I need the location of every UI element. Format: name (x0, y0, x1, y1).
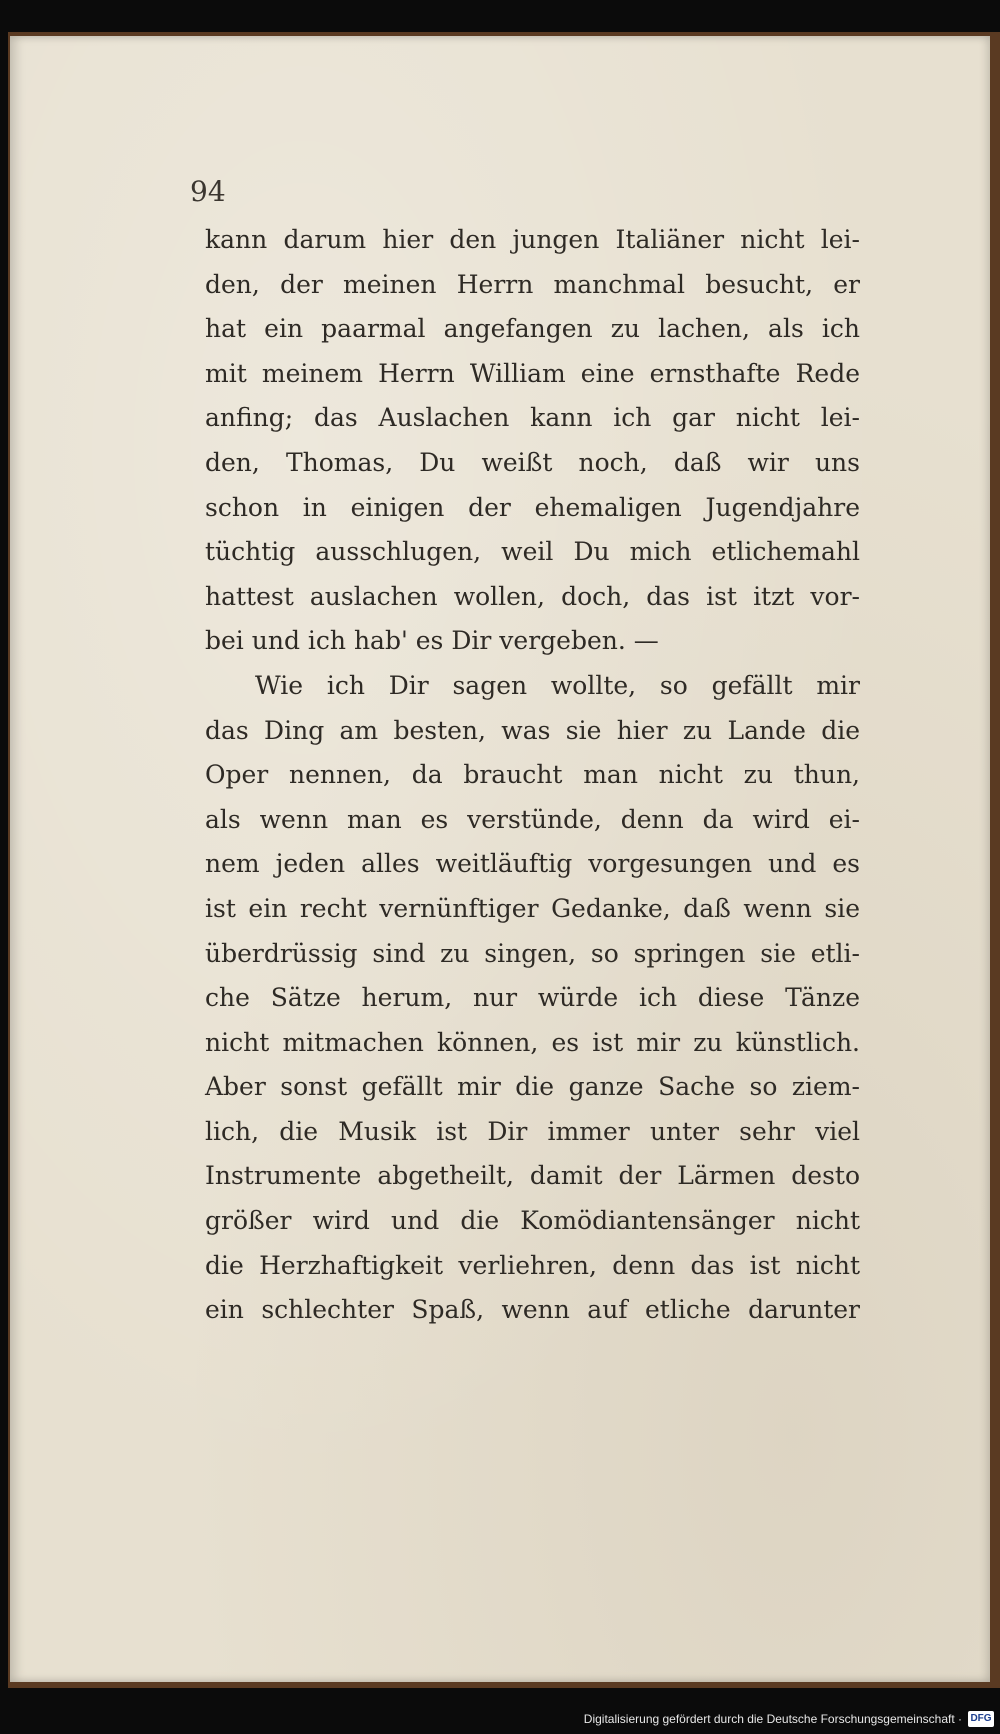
text-line: mit meinem Herrn William eine ernsthafte Rede (205, 358, 860, 388)
text-line: größer wird und die Komödiantensänger nicht (205, 1206, 860, 1236)
text-line: hat ein paarmal angefangen zu lachen, als ich (205, 314, 860, 344)
text-line: ist ein recht vernünftiger Gedanke, daß wenn sie (205, 893, 860, 923)
body-text (205, 218, 860, 1333)
text-line: den, der meinen Herrn manchmal besucht, er (205, 269, 860, 299)
text-line: kann darum hier den jungen Italiäner nicht lei- (205, 225, 860, 254)
text-line: Instrumente abgetheilt, damit der Lärmen desto (205, 1161, 860, 1191)
text-line: tüchtig ausschlugen, weil Du mich etlichemahl (205, 537, 860, 567)
text-line: nicht mitmachen können, es ist mir zu künstlich. (205, 1027, 860, 1057)
dfg-logo-icon: DFG (968, 1711, 994, 1727)
text-line: nem jeden alles weitläuftig vorgesungen und es (205, 849, 860, 879)
text-line: Aber sonst gefällt mir die ganze Sache so ziem- (205, 1072, 860, 1102)
text-line: che Sätze herum, nur würde ich diese Tänze (205, 983, 860, 1013)
text-line: überdrüssig sind zu singen, so springen sie etli- (205, 938, 860, 968)
text-line: schon in einigen der ehemaligen Jugendjahre (205, 492, 860, 522)
text-line: das Ding am besten, was sie hier zu Lande die (205, 715, 860, 745)
footer-bar (0, 1708, 1000, 1734)
text-line: anfing; das Auslachen kann ich gar nicht lei- (205, 403, 860, 433)
text-line: die Herzhaftigkeit verliehren, denn das ist nicht (205, 1250, 860, 1280)
text-line: bei und ich hab' es Dir vergeben. — (205, 626, 659, 656)
text-line: hattest auslachen wollen, doch, das ist itzt vor- (205, 581, 860, 611)
text-line: Oper nennen, da braucht man nicht zu thun, (205, 760, 860, 790)
text-line: als wenn man es verstünde, denn da wird ei- (205, 804, 860, 834)
paragraph-start-line: Wie ich Dir sagen wollte, so gefällt mir (255, 670, 860, 700)
text-line: lich, die Musik ist Dir immer unter sehr viel (205, 1116, 860, 1146)
page-number: 94 (190, 175, 226, 208)
funding-credit: Digitalisierung gefördert durch die Deutsche Forschungsgemeinschaft · (583, 1712, 962, 1726)
text-line: den, Thomas, Du weißt noch, daß wir uns (205, 447, 860, 477)
text-line: ein schlechter Spaß, wenn auf etliche darunter (205, 1295, 860, 1325)
